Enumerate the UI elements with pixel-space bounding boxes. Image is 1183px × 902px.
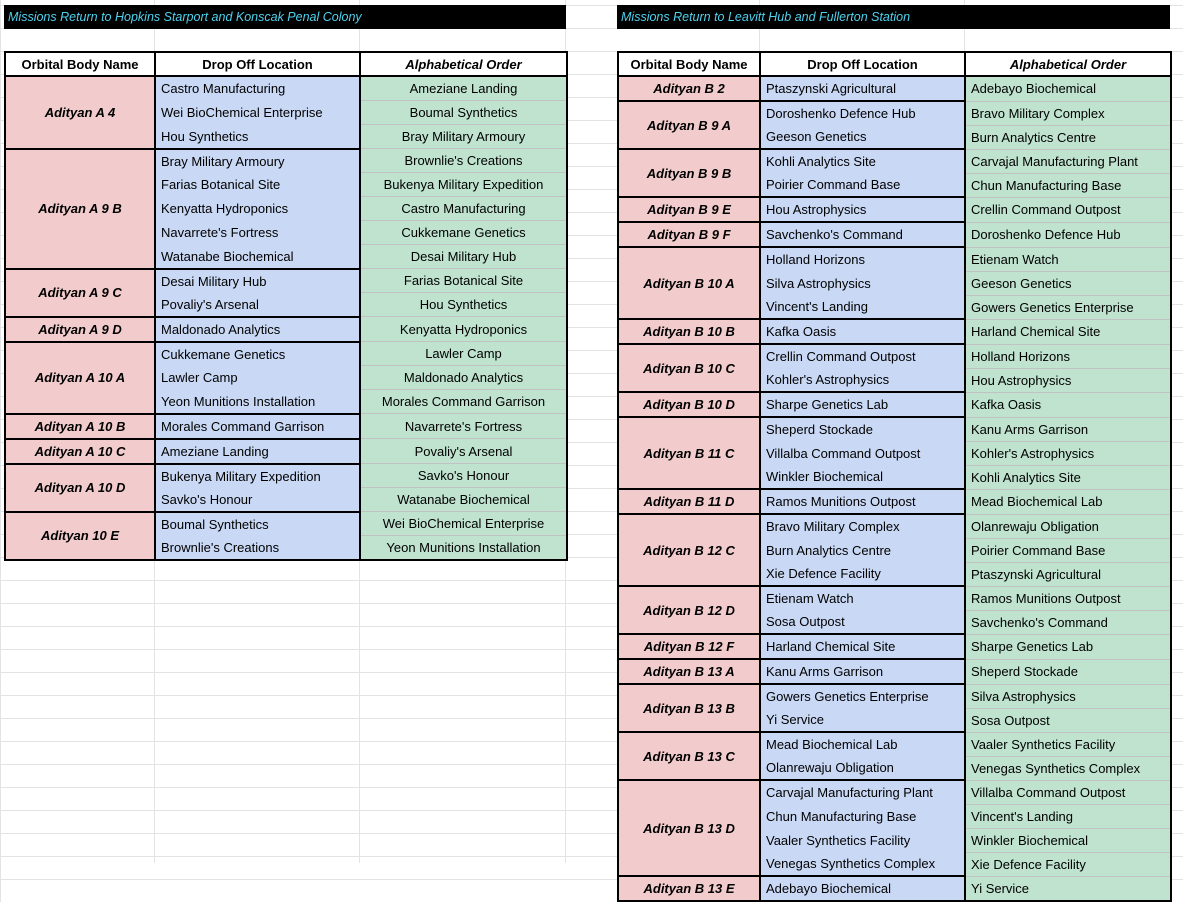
alphabetical-order-cell[interactable]: Savko's Honour — [360, 464, 567, 488]
orbital-body-cell[interactable]: Adityan B 13 C — [618, 732, 760, 780]
drop-off-location-cell[interactable]: Kanu Arms Garrison — [760, 659, 965, 684]
orbital-body-cell[interactable]: Adityan B 9 F — [618, 222, 760, 247]
drop-off-location-cell[interactable]: Holland Horizons — [760, 247, 965, 271]
alphabetical-order-cell[interactable]: Vaaler Synthetics Facility — [965, 732, 1171, 756]
alphabetical-order-cell[interactable]: Kafka Oasis — [965, 392, 1171, 417]
drop-off-location-cell[interactable]: Kafka Oasis — [760, 319, 965, 344]
table-row — [618, 392, 1171, 417]
table-row — [618, 417, 1171, 441]
drop-off-location-cell[interactable]: Poirier Command Base — [760, 173, 965, 197]
drop-off-location-cell[interactable]: Adebayo Biochemical — [760, 876, 965, 901]
drop-off-location-cell[interactable]: Winkler Biochemical — [760, 465, 965, 489]
table-row — [618, 489, 1171, 514]
header-alphabetical-order[interactable]: Alphabetical Order — [965, 52, 1171, 76]
drop-off-location-cell[interactable]: Geeson Genetics — [760, 125, 965, 149]
right-mission-table — [617, 51, 1172, 902]
drop-off-location-cell[interactable]: Hou Astrophysics — [760, 197, 965, 222]
table-row — [5, 512, 567, 536]
alphabetical-order-cell[interactable]: Bray Military Armoury — [360, 125, 567, 149]
table-row — [618, 586, 1171, 610]
orbital-body-cell[interactable]: Adityan B 2 — [618, 76, 760, 101]
alphabetical-order-cell[interactable]: Mead Biochemical Lab — [965, 489, 1171, 514]
drop-off-location-cell[interactable]: Gowers Genetics Enterprise — [760, 684, 965, 708]
alphabetical-order-cell[interactable]: Hou Astrophysics — [965, 368, 1171, 392]
header-row — [5, 52, 567, 76]
table-row — [5, 414, 567, 439]
header-row — [618, 52, 1171, 76]
alphabetical-order-cell[interactable]: Crellin Command Outpost — [965, 197, 1171, 222]
table-row — [618, 514, 1171, 538]
table-row — [5, 76, 567, 101]
table-row — [5, 342, 567, 366]
alphabetical-order-cell[interactable]: Geeson Genetics — [965, 271, 1171, 295]
table-row — [618, 319, 1171, 344]
orbital-body-cell[interactable]: Adityan B 9 E — [618, 197, 760, 222]
alphabetical-order-cell[interactable]: Ameziane Landing — [360, 76, 567, 101]
alphabetical-order-cell[interactable]: Wei BioChemical Enterprise — [360, 512, 567, 536]
alphabetical-order-cell[interactable]: Watanabe Biochemical — [360, 488, 567, 512]
drop-off-location-cell[interactable]: Xie Defence Facility — [760, 562, 965, 586]
alphabetical-order-cell[interactable]: Boumal Synthetics — [360, 101, 567, 125]
table-row — [618, 659, 1171, 684]
alphabetical-order-cell[interactable]: Holland Horizons — [965, 344, 1171, 368]
orbital-body-cell[interactable]: Adityan A 10 B — [5, 414, 155, 439]
drop-off-location-cell[interactable]: Harland Chemical Site — [760, 634, 965, 659]
orbital-body-cell[interactable]: Adityan A 9 C — [5, 269, 155, 317]
alphabetical-order-cell[interactable]: Kohli Analytics Site — [965, 465, 1171, 489]
alphabetical-order-cell[interactable]: Xie Defence Facility — [965, 852, 1171, 876]
table-row — [5, 149, 567, 173]
alphabetical-order-cell[interactable]: Sosa Outpost — [965, 708, 1171, 732]
alphabetical-order-cell[interactable]: Etienam Watch — [965, 247, 1171, 271]
orbital-body-cell[interactable]: Adityan B 10 D — [618, 392, 760, 417]
drop-off-location-cell[interactable]: Carvajal Manufacturing Plant — [760, 780, 965, 804]
left-mission-table — [4, 51, 568, 561]
drop-off-location-cell[interactable]: Yeon Munitions Installation — [155, 390, 360, 414]
drop-off-location-cell[interactable]: Lawler Camp — [155, 366, 360, 390]
drop-off-location-cell[interactable]: Maldonado Analytics — [155, 317, 360, 342]
alphabetical-order-cell[interactable]: Sharpe Genetics Lab — [965, 634, 1171, 659]
alphabetical-order-cell[interactable]: Yi Service — [965, 876, 1171, 901]
table-row — [618, 344, 1171, 368]
alphabetical-order-cell[interactable]: Povaliy's Arsenal — [360, 439, 567, 464]
orbital-body-cell[interactable]: Adityan A 10 D — [5, 464, 155, 512]
table-row — [618, 197, 1171, 222]
orbital-body-cell[interactable]: Adityan B 11 D — [618, 489, 760, 514]
drop-off-location-cell[interactable]: Sheperd Stockade — [760, 417, 965, 441]
alphabetical-order-cell[interactable]: Brownlie's Creations — [360, 149, 567, 173]
drop-off-location-cell[interactable]: Watanabe Biochemical — [155, 245, 360, 269]
table-row — [618, 247, 1171, 271]
alphabetical-order-cell[interactable]: Farias Botanical Site — [360, 269, 567, 293]
orbital-body-cell[interactable]: Adityan 10 E — [5, 512, 155, 561]
header-drop-off-location[interactable]: Drop Off Location — [760, 52, 965, 76]
alphabetical-order-cell[interactable]: Bukenya Military Expedition — [360, 173, 567, 197]
orbital-body-cell[interactable]: Adityan B 9 A — [618, 101, 760, 149]
drop-off-location-cell[interactable]: Etienam Watch — [760, 586, 965, 610]
alphabetical-order-cell[interactable]: Harland Chemical Site — [965, 319, 1171, 344]
drop-off-location-cell[interactable]: Ramos Munitions Outpost — [760, 489, 965, 514]
orbital-body-cell[interactable]: Adityan B 12 F — [618, 634, 760, 659]
alphabetical-order-cell[interactable]: Maldonado Analytics — [360, 366, 567, 390]
orbital-body-cell[interactable]: Adityan A 4 — [5, 76, 155, 149]
drop-off-location-cell[interactable]: Castro Manufacturing — [155, 76, 360, 101]
orbital-body-cell[interactable]: Adityan B 10 C — [618, 344, 760, 392]
drop-off-location-cell[interactable]: Brownlie's Creations — [155, 536, 360, 561]
drop-off-location-cell[interactable]: Crellin Command Outpost — [760, 344, 965, 368]
right-table-body — [618, 76, 1171, 901]
table-row — [618, 732, 1171, 756]
table-row — [618, 876, 1171, 901]
alphabetical-order-cell[interactable]: Hou Synthetics — [360, 293, 567, 317]
orbital-body-cell[interactable]: Adityan B 11 C — [618, 417, 760, 489]
alphabetical-order-cell[interactable]: Cukkemane Genetics — [360, 221, 567, 245]
alphabetical-order-cell[interactable]: Winkler Biochemical — [965, 828, 1171, 852]
drop-off-location-cell[interactable]: Olanrewaju Obligation — [760, 756, 965, 780]
orbital-body-cell[interactable]: Adityan A 9 D — [5, 317, 155, 342]
drop-off-location-cell[interactable]: Silva Astrophysics — [760, 271, 965, 295]
alphabetical-order-cell[interactable]: Carvajal Manufacturing Plant — [965, 149, 1171, 173]
drop-off-location-cell[interactable]: Navarrete's Fortress — [155, 221, 360, 245]
header-alphabetical-order[interactable]: Alphabetical Order — [360, 52, 567, 76]
alphabetical-order-cell[interactable]: Savchenko's Command — [965, 610, 1171, 634]
table-row — [5, 317, 567, 342]
left-mission-panel — [4, 5, 568, 561]
right-mission-panel — [617, 5, 1172, 902]
drop-off-location-cell[interactable]: Mead Biochemical Lab — [760, 732, 965, 756]
drop-off-location-cell[interactable]: Savchenko's Command — [760, 222, 965, 247]
drop-off-location-cell[interactable]: Povaliy's Arsenal — [155, 293, 360, 317]
alphabetical-order-cell[interactable]: Venegas Synthetics Complex — [965, 756, 1171, 780]
drop-off-location-cell[interactable]: Vaaler Synthetics Facility — [760, 828, 965, 852]
drop-off-location-cell[interactable]: Ameziane Landing — [155, 439, 360, 464]
header-orbital-body[interactable]: Orbital Body Name — [618, 52, 760, 76]
drop-off-location-cell[interactable]: Savko's Honour — [155, 488, 360, 512]
alphabetical-order-cell[interactable]: Olanrewaju Obligation — [965, 514, 1171, 538]
drop-off-location-cell[interactable]: Hou Synthetics — [155, 125, 360, 149]
alphabetical-order-cell[interactable]: Navarrete's Fortress — [360, 414, 567, 439]
drop-off-location-cell[interactable]: Kenyatta Hydroponics — [155, 197, 360, 221]
table-row — [618, 101, 1171, 125]
drop-off-location-cell[interactable]: Kohli Analytics Site — [760, 149, 965, 173]
orbital-body-cell[interactable]: Adityan B 9 B — [618, 149, 760, 197]
alphabetical-order-cell[interactable]: Adebayo Biochemical — [965, 76, 1171, 101]
drop-off-location-cell[interactable]: Cukkemane Genetics — [155, 342, 360, 366]
alphabetical-order-cell[interactable]: Ptaszynski Agricultural — [965, 562, 1171, 586]
alphabetical-order-cell[interactable]: Kenyatta Hydroponics — [360, 317, 567, 342]
orbital-body-cell[interactable]: Adityan B 13 B — [618, 684, 760, 732]
drop-off-location-cell[interactable]: Yi Service — [760, 708, 965, 732]
alphabetical-order-cell[interactable]: Gowers Genetics Enterprise — [965, 295, 1171, 319]
drop-off-location-cell[interactable]: Bukenya Military Expedition — [155, 464, 360, 488]
alphabetical-order-cell[interactable]: Vincent's Landing — [965, 804, 1171, 828]
alphabetical-order-cell[interactable]: Burn Analytics Centre — [965, 125, 1171, 149]
alphabetical-order-cell[interactable]: Castro Manufacturing — [360, 197, 567, 221]
orbital-body-cell[interactable]: Adityan A 9 B — [5, 149, 155, 269]
orbital-body-cell[interactable]: Adityan A 10 C — [5, 439, 155, 464]
right-panel-title: Missions Return to Leavitt Hub and Fullerton Station — [617, 5, 1170, 29]
alphabetical-order-cell[interactable]: Sheperd Stockade — [965, 659, 1171, 684]
left-panel-title: Missions Return to Hopkins Starport and Konscak Penal Colony — [4, 5, 566, 29]
drop-off-location-cell[interactable]: Doroshenko Defence Hub — [760, 101, 965, 125]
alphabetical-order-cell[interactable]: Morales Command Garrison — [360, 390, 567, 414]
table-row — [618, 634, 1171, 659]
table-row — [618, 222, 1171, 247]
alphabetical-order-cell[interactable]: Bravo Military Complex — [965, 101, 1171, 125]
header-orbital-body[interactable]: Orbital Body Name — [5, 52, 155, 76]
drop-off-location-cell[interactable]: Desai Military Hub — [155, 269, 360, 293]
table-row — [618, 149, 1171, 173]
alphabetical-order-cell[interactable]: Poirier Command Base — [965, 538, 1171, 562]
drop-off-location-cell[interactable]: Bravo Military Complex — [760, 514, 965, 538]
orbital-body-cell[interactable]: Adityan B 13 D — [618, 780, 760, 876]
drop-off-location-cell[interactable]: Sosa Outpost — [760, 610, 965, 634]
alphabetical-order-cell[interactable]: Doroshenko Defence Hub — [965, 222, 1171, 247]
table-row — [618, 684, 1171, 708]
alphabetical-order-cell[interactable]: Villalba Command Outpost — [965, 780, 1171, 804]
drop-off-location-cell[interactable]: Bray Military Armoury — [155, 149, 360, 173]
table-row — [5, 269, 567, 293]
drop-off-location-cell[interactable]: Morales Command Garrison — [155, 414, 360, 439]
left-table-body — [5, 76, 567, 560]
drop-off-location-cell[interactable]: Vincent's Landing — [760, 295, 965, 319]
table-row — [618, 76, 1171, 101]
table-row — [618, 780, 1171, 804]
drop-off-location-cell[interactable]: Sharpe Genetics Lab — [760, 392, 965, 417]
drop-off-location-cell[interactable]: Kohler's Astrophysics — [760, 368, 965, 392]
orbital-body-cell[interactable]: Adityan B 13 E — [618, 876, 760, 901]
table-row — [5, 464, 567, 488]
table-row — [5, 439, 567, 464]
alphabetical-order-cell[interactable]: Kanu Arms Garrison — [965, 417, 1171, 441]
orbital-body-cell[interactable]: Adityan B 10 B — [618, 319, 760, 344]
alphabetical-order-cell[interactable]: Desai Military Hub — [360, 245, 567, 269]
alphabetical-order-cell[interactable]: Yeon Munitions Installation — [360, 536, 567, 561]
orbital-body-cell[interactable]: Adityan A 10 A — [5, 342, 155, 414]
drop-off-location-cell[interactable]: Boumal Synthetics — [155, 512, 360, 536]
drop-off-location-cell[interactable]: Burn Analytics Centre — [760, 538, 965, 562]
drop-off-location-cell[interactable]: Wei BioChemical Enterprise — [155, 101, 360, 125]
drop-off-location-cell[interactable]: Venegas Synthetics Complex — [760, 852, 965, 876]
alphabetical-order-cell[interactable]: Chun Manufacturing Base — [965, 173, 1171, 197]
alphabetical-order-cell[interactable]: Kohler's Astrophysics — [965, 441, 1171, 465]
orbital-body-cell[interactable]: Adityan B 13 A — [618, 659, 760, 684]
orbital-body-cell[interactable]: Adityan B 12 D — [618, 586, 760, 634]
header-drop-off-location[interactable]: Drop Off Location — [155, 52, 360, 76]
drop-off-location-cell[interactable]: Farias Botanical Site — [155, 173, 360, 197]
alphabetical-order-cell[interactable]: Silva Astrophysics — [965, 684, 1171, 708]
drop-off-location-cell[interactable]: Villalba Command Outpost — [760, 441, 965, 465]
alphabetical-order-cell[interactable]: Lawler Camp — [360, 342, 567, 366]
orbital-body-cell[interactable]: Adityan B 10 A — [618, 247, 760, 319]
drop-off-location-cell[interactable]: Chun Manufacturing Base — [760, 804, 965, 828]
drop-off-location-cell[interactable]: Ptaszynski Agricultural — [760, 76, 965, 101]
orbital-body-cell[interactable]: Adityan B 12 C — [618, 514, 760, 586]
alphabetical-order-cell[interactable]: Ramos Munitions Outpost — [965, 586, 1171, 610]
